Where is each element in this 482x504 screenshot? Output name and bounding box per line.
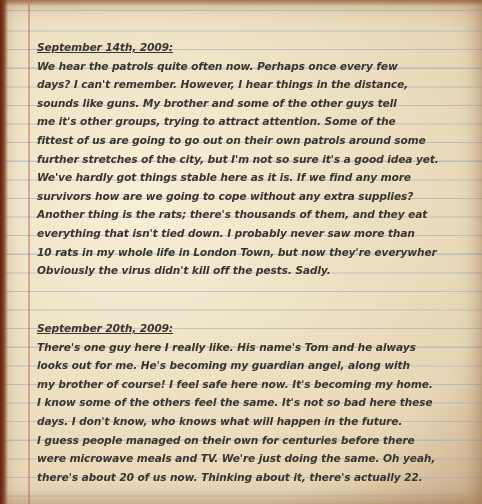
entry-line: me it's other groups, trying to attract attention. Some of the <box>37 116 396 129</box>
entry-line: 10 rats in my whole life in London Town, but now they're everywher <box>37 246 437 259</box>
entry-line: looks out for me. He's becoming my guardian angel, along with <box>37 360 410 373</box>
diary-entry-2 <box>37 320 482 487</box>
entry-line: I know some of the others feel the same. It's not so bad here these <box>37 397 433 410</box>
entry-line: We hear the patrols quite often now. Perhaps once every few <box>37 60 398 73</box>
entry-date: September 14th, 2009: <box>37 42 174 54</box>
entry-line: further stretches of the city, but I'm not so sure it's a good idea yet. <box>37 153 439 166</box>
entry-line: Another thing is the rats; there's thousands of them, and they eat <box>37 209 428 222</box>
entry-line: We've hardly got things stable here as it is. If we find any more <box>37 172 411 185</box>
entry-line: I guess people managed on their own for centuries before there <box>37 434 415 447</box>
entry-line: days. I don't know, who knows what will happen in the future. <box>37 415 403 428</box>
entry-line: everything that isn't tied down. I probably never saw more than <box>37 227 415 240</box>
diary-entry-1 <box>37 39 482 281</box>
burnt-top-edge <box>0 0 482 6</box>
entry-line: my brother of course! I feel safe here now. It's becoming my home. <box>37 378 433 391</box>
entry-line: there's about 20 of us now. Thinking about it, there's actually 22. <box>37 471 423 484</box>
entry-line: were microwave meals and TV. We're just doing the same. Oh yeah, <box>37 453 436 466</box>
margin-line <box>28 0 30 504</box>
burnt-left-edge <box>0 0 8 504</box>
entry-date: September 20th, 2009: <box>37 323 174 335</box>
entry-line: fittest of us are going to go out on their own patrols around some <box>37 134 426 147</box>
entry-line: sounds like guns. My brother and some of the other guys tell <box>37 97 397 110</box>
entry-line: Obviously the virus didn't kill off the pests. Sadly. <box>37 265 331 278</box>
entry-line: survivors how are we going to cope without any extra supplies? <box>37 190 414 203</box>
entry-line: days? I can't remember. However, I hear things in the distance, <box>37 79 409 92</box>
entry-line: There's one guy here I really like. His name's Tom and he always <box>37 341 416 354</box>
